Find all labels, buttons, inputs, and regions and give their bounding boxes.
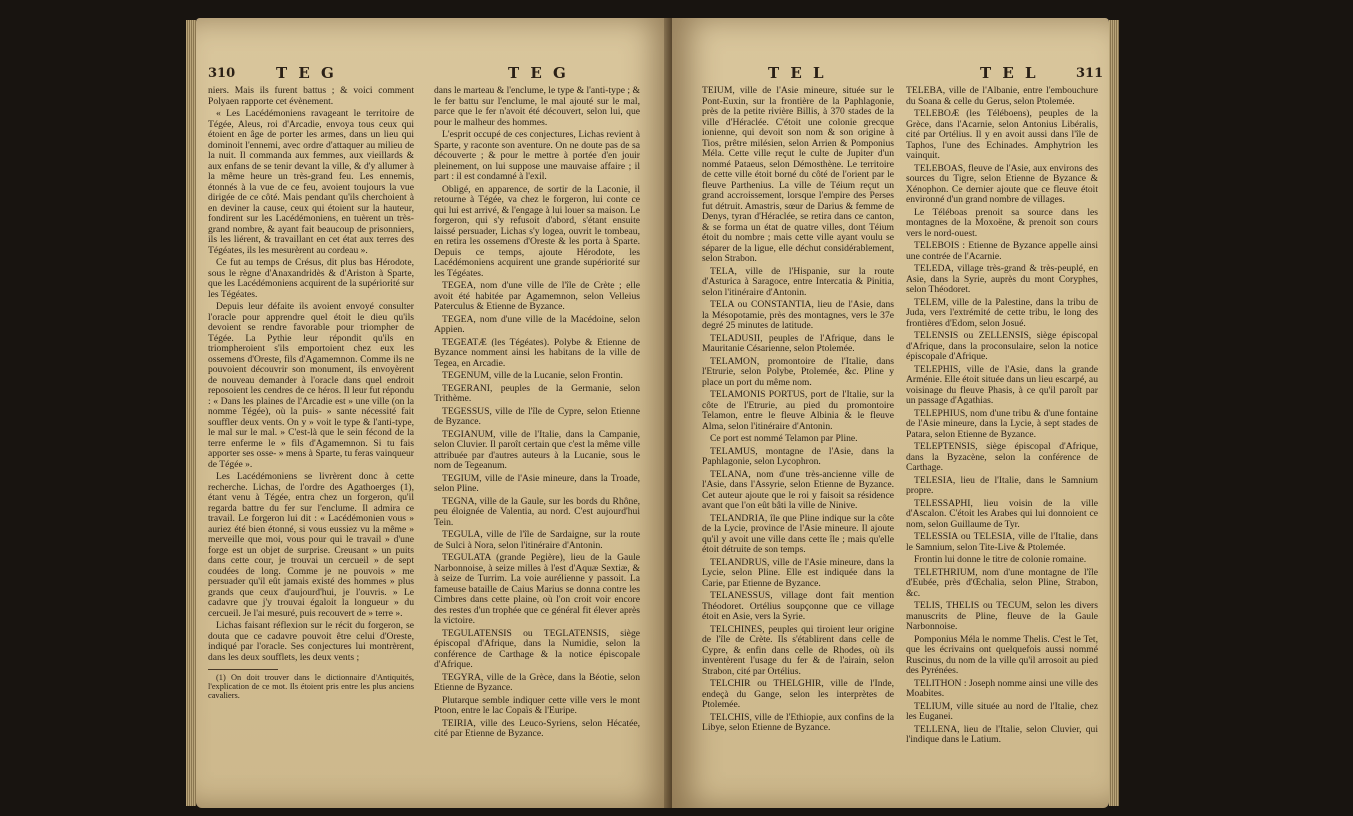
paragraph: niers. Mais ils furent battus ; & voici comment Polyaen rapporte cet évènement.	[208, 85, 414, 107]
dictionary-entry: TELANA, nom d'une très-ancienne ville de l'Asie, dans l'Assyrie, selon Etienne de Byzance. Cet auteur ajoute que le roi y faisoit sa résidence avant que l'on eût bâti la ville de Ninive.	[702, 468, 894, 511]
dictionary-entry: TEGIUM, ville de l'Asie mineure, dans la Troade, selon Pline.	[434, 472, 640, 494]
paragraph: Ce fut au temps de Crésus, dit plus bas Hérodote, sous le règne d'Anaxandridès & d'Ariston à Sparte, que les Lacédémoniens acquirent de la supériorité sur les Tégéates.	[208, 257, 414, 300]
dictionary-entry: TEGESSUS, ville de l'île de Cypre, selon Etienne de Byzance.	[434, 405, 640, 427]
dictionary-entry: TEGEA, nom d'une ville de la Macédoine, selon Appien.	[434, 313, 640, 335]
left-column-2	[434, 86, 640, 742]
dictionary-entry: TEGNA, ville de la Gaule, sur les bords du Rhône, peu éloignée de Valentia, au nord. C'est aujourd'hui Tein.	[434, 495, 640, 528]
dictionary-entry: Plutarque semble indiquer cette ville vers le mont Ptoon, entre le lac Copaïs & l'Euripe.	[434, 694, 640, 716]
dictionary-entry: dans le marteau & l'enclume, le type & l'anti-type ; & le fer battu sur l'enclume, le mal ajouté sur le mal, parce que le fer n'avoit été découvert, selon lui, que pour le malheur des hommes.	[434, 85, 640, 128]
dictionary-entry: TEGYRA, ville de la Grèce, dans la Béotie, selon Etienne de Byzance.	[434, 671, 640, 693]
right-running-head: T E L	[768, 64, 827, 82]
left-column-1	[208, 86, 414, 700]
dictionary-entry: TELESSIA ou TELESIA, ville de l'Italie, dans le Samnium, selon Tite-Live & Ptolemée.	[906, 531, 1098, 553]
paragraph: Les Lacédémoniens se livrèrent donc à cette recherche. Lichas, de l'ordre des Agathoerges (1), étant venu à Tégée, entra chez un forgeron, qu'il regarda battre du fer sur l'enclume. Il admira ce travail. Le forgeron lui dit : « Lacédémonien vous » auriez été bien étonné, si vous eussiez vu la même » merveille que moi, vous pour qui le travail » d'une forge est un objet de surprise. Creusant » un puits dans cette cour, je trouvai un cercueil » de sept coudées de long. Comme je ne pouvois » me persuader qu'il eût jamais existé des hommes » plus grands que ceux d'aujourd'hui, je l'ouvris. » Le cadavre que j'y trouvai égaloit la longueur » du cercueil. Je l'ai mesuré, puis recouvert de » terre ».	[208, 471, 414, 619]
dictionary-entry: TELESSAPHI, lieu voisin de la ville d'Ascalon. C'étoit les Arabes qui lui donnoient ce nom, selon Guillaume de Tyr.	[906, 497, 1098, 530]
dictionary-entry: Obligé, en apparence, de sortir de la Laconie, il retourne à Tégée, va chez le forgeron, lui conte ce qui lui est arrivé, & l'engage à lui louer sa maison. Le forgeron, qui s'y refusoit d'abord, s'étant ensuite laissé persuader, Lichas s'y logea, ouvrit le tombeau, en retira les ossemens d'Oreste & les porta à Sparte. Depuis ce temps, ajoute Hérodote, les Lacédémoniens acquirent une grande supériorité sur les Tégéates.	[434, 183, 640, 279]
dictionary-entry: TELEPHIS, ville de l'Asie, dans la grande Arménie. Elle étoit située dans un lieu escarpé, au voisinage du fleuve Phasis, à ce qu'il paroît par un passage d'Agathias.	[906, 363, 1098, 406]
dictionary-entry: TEIRIA, ville des Leuco-Syriens, selon Hécatée, cité par Etienne de Byzance.	[434, 717, 640, 739]
dictionary-entry: TEGIANUM, ville de l'Italie, dans la Campanie, selon Cluvier. Il paroît certain que c'est la même ville attribuée par d'autres auteurs à la Lucanie, sous le nom de Tegeanum.	[434, 428, 640, 471]
dictionary-entry: TELEBOÆ (les Téléboens), peuples de la Grèce, dans l'Acarnie, selon Antonius Libéralis, cité par Ortélius. Il y en avoit aussi dans l'île de Taphos, l'une des Echinades. Amphytrion les vainquit.	[906, 108, 1098, 161]
dictionary-entry: Le Téléboas prenoit sa source dans les montagnes de la Moxoëne, & prenoit son cours vers le nord-ouest.	[906, 206, 1098, 239]
dictionary-entry: TELANDRIA, île que Pline indique sur la côte de la Lycie, province de l'Asie mineure. Il ajoute qu'il y avoit une ville dans cette île ; mais qu'elle étoit détruite de son temps.	[702, 512, 894, 555]
dictionary-entry: TELEPTENSIS, siège épiscopal d'Afrique, dans la Byzacène, selon la conférence de Carthage.	[906, 441, 1098, 473]
right-column-2	[906, 86, 1098, 748]
dictionary-entry: TEGEA, nom d'une ville de l'île de Crète ; elle avoit été habitée par Agamemnon, selon Velleius Paterculus & Etienne de Byzance.	[434, 280, 640, 312]
right-page-edge	[1109, 20, 1119, 806]
right-page	[672, 18, 1109, 808]
right-page-number: 311	[1076, 66, 1104, 81]
left-page-edge	[186, 20, 196, 806]
left-page	[196, 18, 672, 808]
left-running-head: T E G	[276, 64, 337, 82]
dictionary-entry: L'esprit occupé de ces conjectures, Lichas revient à Sparte, y raconte son aventure. On ne doute pas de sa découverte ; & pour le mettre à portée d'en jouir pleinement, on lui suppose une mauvaise affaire ; il part : il est condamné à l'exil.	[434, 129, 640, 182]
dictionary-entry: TELIS, THELIS ou TECUM, selon les divers manuscrits de Pline, fleuve de la Gaule Narbonnoise.	[906, 600, 1098, 632]
dictionary-entry: TELITHON : Joseph nomme ainsi une ville des Moabites.	[906, 677, 1098, 699]
dictionary-entry: TELIUM, ville située au nord de l'Italie, chez les Euganei.	[906, 700, 1098, 722]
dictionary-entry: TELESIA, lieu de l'Italie, dans le Samnium propre.	[906, 474, 1098, 496]
dictionary-entry: TELAMON, promontoire de l'Italie, dans l'Etrurie, selon Polybe, Ptolemée, &c. Pline y place un port du même nom.	[702, 355, 894, 388]
paragraph: « Les Lacédémoniens ravageant le territoire de Tégée, Aleus, roi d'Arcadie, envoya tous ceux qui étoient en âge de porter les armes, dans un lieu qui dominoit l'ennemi, avec ordre d'attaquer au milieu de la nuit. Il commanda aux femmes, aux vieillards & aux enfans de se tenir devant la ville, & d'y allumer à la même heure un très-grand feu. Les ennemis, étonnés à la vue de ce feu, avoient toujours la vue dirigée de ce côté. Mais pendant qu'ils cherchoient à en deviner la cause, ceux qui étoient sur la hauteur, fondirent sur les Lacédémoniens, en tuèrent un très-grand nombre, & ayant fait beaucoup de prisonniers, ils les liérent, & travaillant en cet état aux terres des Tégéates, ils les mesurèrent au cordeau ».	[208, 108, 414, 256]
dictionary-entry: TEGERANI, peuples de la Germanie, selon Trithème.	[434, 382, 640, 404]
dictionary-entry: TEGULATA (grande Pegière), lieu de la Gaule Narbonnoise, à seize milles à l'est d'Aquæ Sextiæ, & à seize de Turrim. La voie aurélienne y passoit. La fameuse bataille de Caius Marius se donna contre les Cimbres dans cette plaine, où l'on croit voir encore des restes d'un trophée que ce général fit élever après la victoire.	[434, 552, 640, 626]
dictionary-entry: TELAMONIS PORTUS, port de l'Italie, sur la côte de l'Etrurie, au pied du promontoire Telamon, entre le fleuve Albinia & le fleuve Alma, selon l'itinéraire d'Antonin.	[702, 389, 894, 432]
dictionary-entry: TELAMUS, montagne de l'Asie, dans la Paphlagonie, selon Lycophron.	[702, 445, 894, 467]
dictionary-entry: TELANDRUS, ville de l'Asie mineure, dans la Lycie, selon Pline. Elle est indiquée dans la Carie, par Etienne de Byzance.	[702, 556, 894, 589]
left-running-head-2: T E G	[508, 64, 569, 82]
dictionary-entry: TELEM, ville de la Palestine, dans la tribu de Juda, vers l'extrémité de cette tribu, le long des frontières d'Edom, selon Josué.	[906, 296, 1098, 329]
dictionary-entry: TELA, ville de l'Hispanie, sur la route d'Asturica à Saragoce, entre Intercatia & Pinitia, selon l'itinéraire d'Antonin.	[702, 265, 894, 298]
dictionary-entry: TELA ou CONSTANTIA, lieu de l'Asie, dans la Mésopotamie, près des montagnes, vers le 37e degré 25 minutes de latitude.	[702, 299, 894, 331]
dictionary-entry: TEGULATENSIS ou TEGLATENSIS, siège épiscopal d'Afrique, dans la Numidie, selon la conférence de Carthage & la notice épiscopale d'Afrique.	[434, 627, 640, 670]
dictionary-entry: TELEPHIUS, nom d'une tribu & d'une fontaine de l'Asie mineure, dans la Lycie, à sept stades de Patara, selon Etienne de Byzance.	[906, 407, 1098, 440]
footnote: (1) On doit trouver dans le dictionnaire d'Antiquités, l'explication de ce mot. Ils étoient pris entre les plus anciens cavaliers.	[208, 673, 414, 700]
dictionary-entry: TELCHIR ou THELGHIR, ville de l'Inde, endeçà du Gange, selon les interprètes de Ptolemée.	[702, 678, 894, 710]
dictionary-entry: Ce port est nommé Telamon par Pline.	[710, 433, 858, 444]
right-column-1	[702, 86, 894, 736]
dictionary-entry: TEGEATÆ (les Tégéates). Polybe & Etienne de Byzance nomment ainsi les habitans de la ville de Tegea, en Arcadie.	[434, 336, 640, 369]
dictionary-entry: TELADUSII, peuples de l'Afrique, dans le Mauritanie Césarienne, selon Ptolemée.	[702, 332, 894, 354]
dictionary-entry: Frontin lui donne le titre de colonie romaine.	[914, 554, 1087, 565]
dictionary-entry: TELEBOIS : Etienne de Byzance appelle ainsi une contrée de l'Acarnie.	[906, 240, 1098, 262]
paragraph: Depuis leur défaite ils avoient envoyé consulter l'oracle pour apprendre quel étoit le dieu qu'ils devoient se rendre favorable pour triompher de Tégée. La Pythie leur répondit qu'ils en triompheroient s'ils emportoient chez eux les ossemens d'Oreste, fils d'Agamemnon. Comme ils ne pouvoient découvrir son monument, ils envoyèrent de nouveau demander à l'oracle dans quel endroit reposoient les cendres de ce héros. Il leur fut répondu : « Dans les plaines de l'Arcadie est » une ville (on la nomme Tégée), où la puis- » sante nécessité fait souffler deux vents. On y » voit le type & l'anti-type, le mal sur le mal. » C'est-là que le sein fécond de la terre enferme le » fils d'Agamemnon. Si tu fais apporter ses osse- » mens à Sparte, tu feras vainqueur de Tégée ».	[208, 301, 414, 470]
dictionary-entry: TELENSIS ou ZELLENSIS, siège épiscopal d'Afrique, dans la proconsulaire, selon la notice épiscopale d'Afrique.	[906, 330, 1098, 362]
paragraph: Lichas faisant réflexion sur le récit du forgeron, se douta que ce cadavre pouvoit être celui d'Oreste, indiqué par l'oracle. Ses conjectures lui montrèrent, dans les deux soufflets, les deux vents ;	[208, 620, 414, 663]
dictionary-entry: TELCHIS, ville de l'Ethiopie, aux confins de la Libye, selon Etienne de Byzance.	[702, 711, 894, 733]
dictionary-entry: TELANESSUS, village dont fait mention Théodoret. Ortélius soupçonne que ce village étoit en Asie, vers la Syrie.	[702, 590, 894, 622]
dictionary-entry: TELEBOAS, fleuve de l'Asie, aux environs des sources du Tigre, selon Etienne de Byzance & Xénophon. Ce dernier ajoute que ce fleuve étoit environné d'un grand nombre de villages.	[906, 162, 1098, 205]
dictionary-entry: TEGENUM, ville de la Lucanie, selon Frontin.	[442, 370, 623, 381]
dictionary-entry: TELEDA, village très-grand & très-peuplé, en Asie, dans la Syrie, auprès du mont Coryphes, selon Théodoret.	[906, 263, 1098, 295]
dictionary-entry: Pomponius Méla le nomme Thelis. C'est le Tet, que les écrivains ont quelquefois aussi nommé Ruscinus, du nom de la ville qu'il arrosoit au pied des Pyrénées.	[906, 633, 1098, 676]
dictionary-entry: TELCHINES, peuples qui tiroient leur origine de l'île de Crète. Ils s'établirent dans celle de Cypre, & enfin dans celle de Rhodes, où ils inventèrent l'usage du fer & de l'airain, selon Strabon, cité par Ortélius.	[702, 623, 894, 677]
dictionary-entry: TEIUM, ville de l'Asie mineure, située sur le Pont-Euxin, sur la frontière de la Paphlagonie, près de la petite rivière Billis, à 370 stades de la ville d'Héraclée. C'étoit une colonie grecque ionienne, qui devoit son nom & son origine à Tios, prêtre milésien, selon Arrien & Pomponius Méla. Cette ville reçut le culte de Jupiter d'un nommé Pataeus, selon Démosthène. Le territoire de cette ville étoit borné du côté de l'orient par le fleuve Parthenius. La ville de Téium reçut un grand accroissement, lorsque l'empire des Perses fut détruit. Amastris, sœur de Darius & femme de Denys, tyran d'Héraclée, se retira dans ce canton, & se forma un état de quatre villes, dont Téium étoit du nombre ; mais cette ville ayant voulu se séparer de la ligue, elle déchut considérablement, selon Strabon.	[702, 85, 894, 264]
right-running-head-2: T E L	[980, 64, 1039, 82]
dictionary-entry: TEGULA, ville de l'île de Sardaigne, sur la route de Sulci à Nora, selon l'itinéraire d'Antonin.	[434, 529, 640, 551]
footnote-rule	[208, 669, 278, 670]
dictionary-entry: TELETHRIUM, nom d'une montagne de l'île d'Eubée, près d'Œchalia, selon Pline, Strabon, &c.	[906, 566, 1098, 599]
dictionary-entry: TELEBA, ville de l'Albanie, entre l'embouchure du Soana & celle du Gerus, selon Ptolemée.	[906, 85, 1098, 107]
dictionary-entry: TELLENA, lieu de l'Italie, selon Cluvier, qui l'indique dans le Latium.	[906, 723, 1098, 745]
left-page-number: 310	[208, 66, 236, 81]
